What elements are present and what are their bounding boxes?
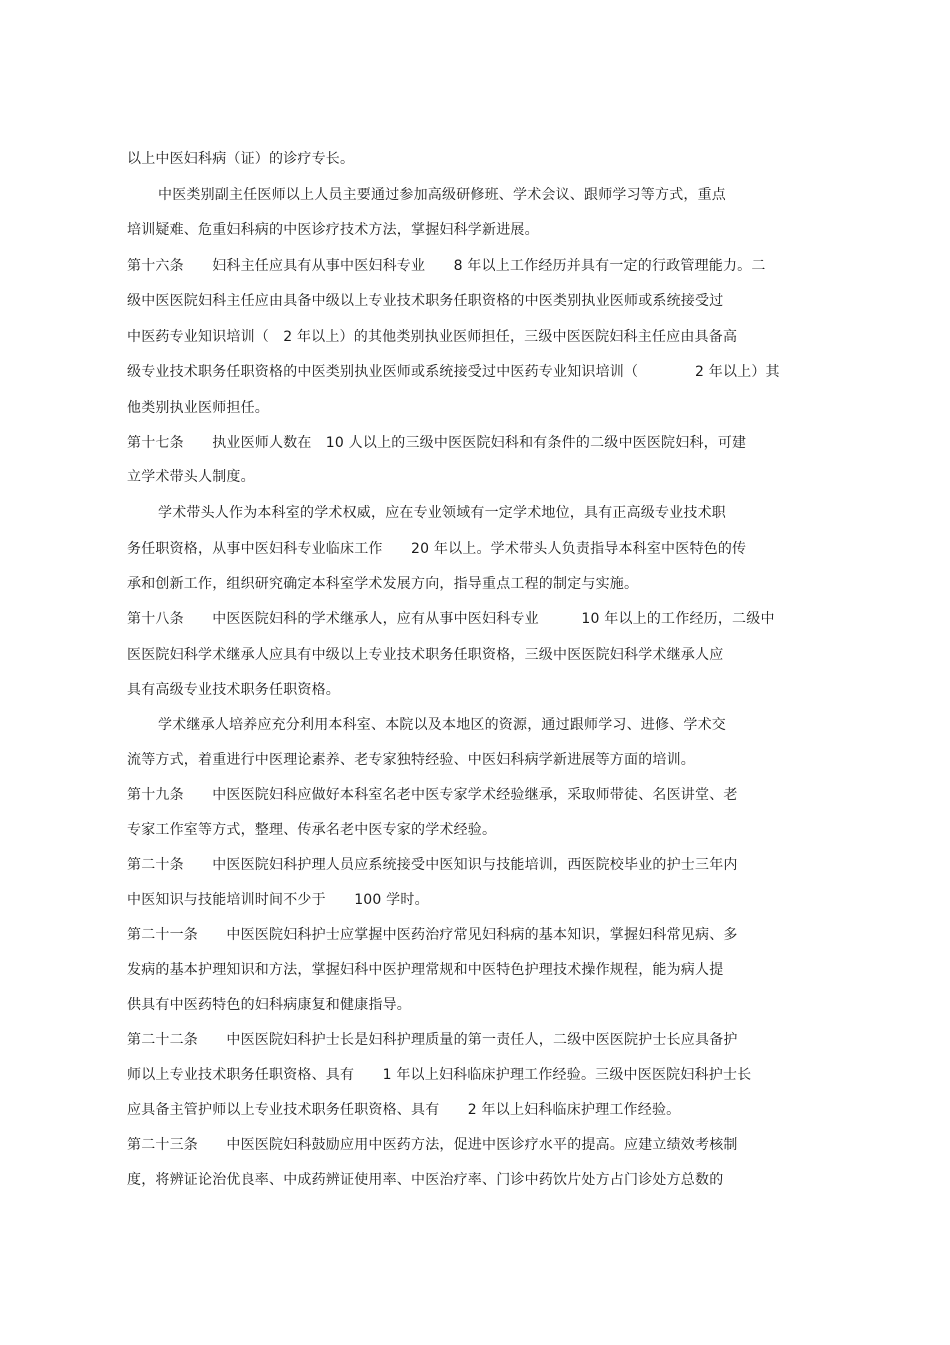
text-line-5: 级中医医院妇科主任应由具备中级以上专业技术职务任职资格的中医类别执业医师或系统接受过 bbox=[127, 293, 724, 309]
text-line-20: 专家工作室等方式，整理、传承名老中医专家的学术经验。 bbox=[127, 822, 497, 838]
text-line-12: 务任职资格，从事中医妇科专业临床工作 20 年以上。学术带头人负责指导本科室中医特色的传 bbox=[127, 541, 747, 557]
text-line-11: 学术带头人作为本科室的学术权威，应在专业领域有一定学术地位，具有正高级专业技术职 bbox=[158, 505, 726, 521]
article-22: 第二十二条 中医医院妇科护士长是妇科护理质量的第一责任人，二级中医医院护士长应具备护 bbox=[127, 1032, 738, 1048]
text-line-8: 他类别执业医师担任。 bbox=[127, 400, 269, 416]
article-18: 第十八条 中医医院妇科的学术继承人，应有从事中医妇科专业 10 年以上的工作经历，二级中 bbox=[127, 611, 775, 627]
article-16: 第十六条 妇科主任应具有从事中医妇科专业 8 年以上工作经历并具有一定的行政管理能力。二 bbox=[127, 258, 766, 274]
article-17: 第十七条 执业医师人数在 10 人以上的三级中医医院妇科和有条件的二级中医医院妇科，可建 bbox=[127, 435, 747, 451]
article-23: 第二十三条 中医医院妇科鼓励应用中医药方法，促进中医诊疗水平的提高。应建立绩效考核制 bbox=[127, 1137, 738, 1153]
text-line-6: 中医药专业知识培训（ 2 年以上）的其他类别执业医师担任，三级中医医院妇科主任应由具备高 bbox=[127, 329, 738, 345]
text-line-17: 学术继承人培养应充分利用本科室、本院以及本地区的资源，通过跟师学习、进修、学术交 bbox=[158, 717, 726, 733]
text-line-16: 具有高级专业技术职务任职资格。 bbox=[127, 682, 340, 698]
text-line-10: 立学术带头人制度。 bbox=[127, 469, 255, 485]
text-line-1: 以上中医妇科病（证）的诊疗专长。 bbox=[127, 151, 355, 167]
text-line-24: 发病的基本护理知识和方法，掌握妇科中医护理常规和中医特色护理技术操作规程，能为病人提 bbox=[127, 962, 724, 978]
text-line-25: 供具有中医药特色的妇科病康复和健康指导。 bbox=[127, 997, 411, 1013]
text-line-30: 度，将辨证论治优良率、中成药辨证使用率、中医治疗率、门诊中药饮片处方占门诊处方总数的 bbox=[127, 1172, 724, 1188]
text-line-3: 培训疑难、危重妇科病的中医诊疗技术方法，掌握妇科学新进展。 bbox=[127, 222, 539, 238]
text-line-27: 师以上专业技术职务任职资格、具有 1 年以上妇科临床护理工作经验。三级中医医院妇科护士长 bbox=[127, 1067, 752, 1083]
article-20: 第二十条 中医医院妇科护理人员应系统接受中医知识与技能培训，西医院校毕业的护士三年内 bbox=[127, 857, 738, 873]
text-line-18: 流等方式，着重进行中医理论素养、老专家独特经验、中医妇科病学新进展等方面的培训。 bbox=[127, 752, 695, 768]
article-21: 第二十一条 中医医院妇科护士应掌握中医药治疗常见妇科病的基本知识，掌握妇科常见病、多 bbox=[127, 927, 738, 943]
text-line-15: 医医院妇科学术继承人应具有中级以上专业技术职务任职资格，三级中医医院妇科学术继承人应 bbox=[127, 647, 724, 663]
text-line-28: 应具备主管护师以上专业技术职务任职资格、具有 2 年以上妇科临床护理工作经验。 bbox=[127, 1102, 681, 1118]
text-line-13: 承和创新工作，组织研究确定本科室学术发展方向，指导重点工程的制定与实施。 bbox=[127, 576, 639, 592]
text-line-2: 中医类别副主任医师以上人员主要通过参加高级研修班、学术会议、跟师学习等方式，重点 bbox=[158, 187, 726, 203]
text-line-22: 中医知识与技能培训时间不少于 100 学时。 bbox=[127, 892, 429, 908]
text-line-7: 级专业技术职务任职资格的中医类别执业医师或系统接受过中医药专业知识培训（ 2 年以上）其 bbox=[127, 364, 780, 380]
article-19: 第十九条 中医医院妇科应做好本科室名老中医专家学术经验继承，采取师带徒、名医讲堂、老 bbox=[127, 787, 738, 803]
